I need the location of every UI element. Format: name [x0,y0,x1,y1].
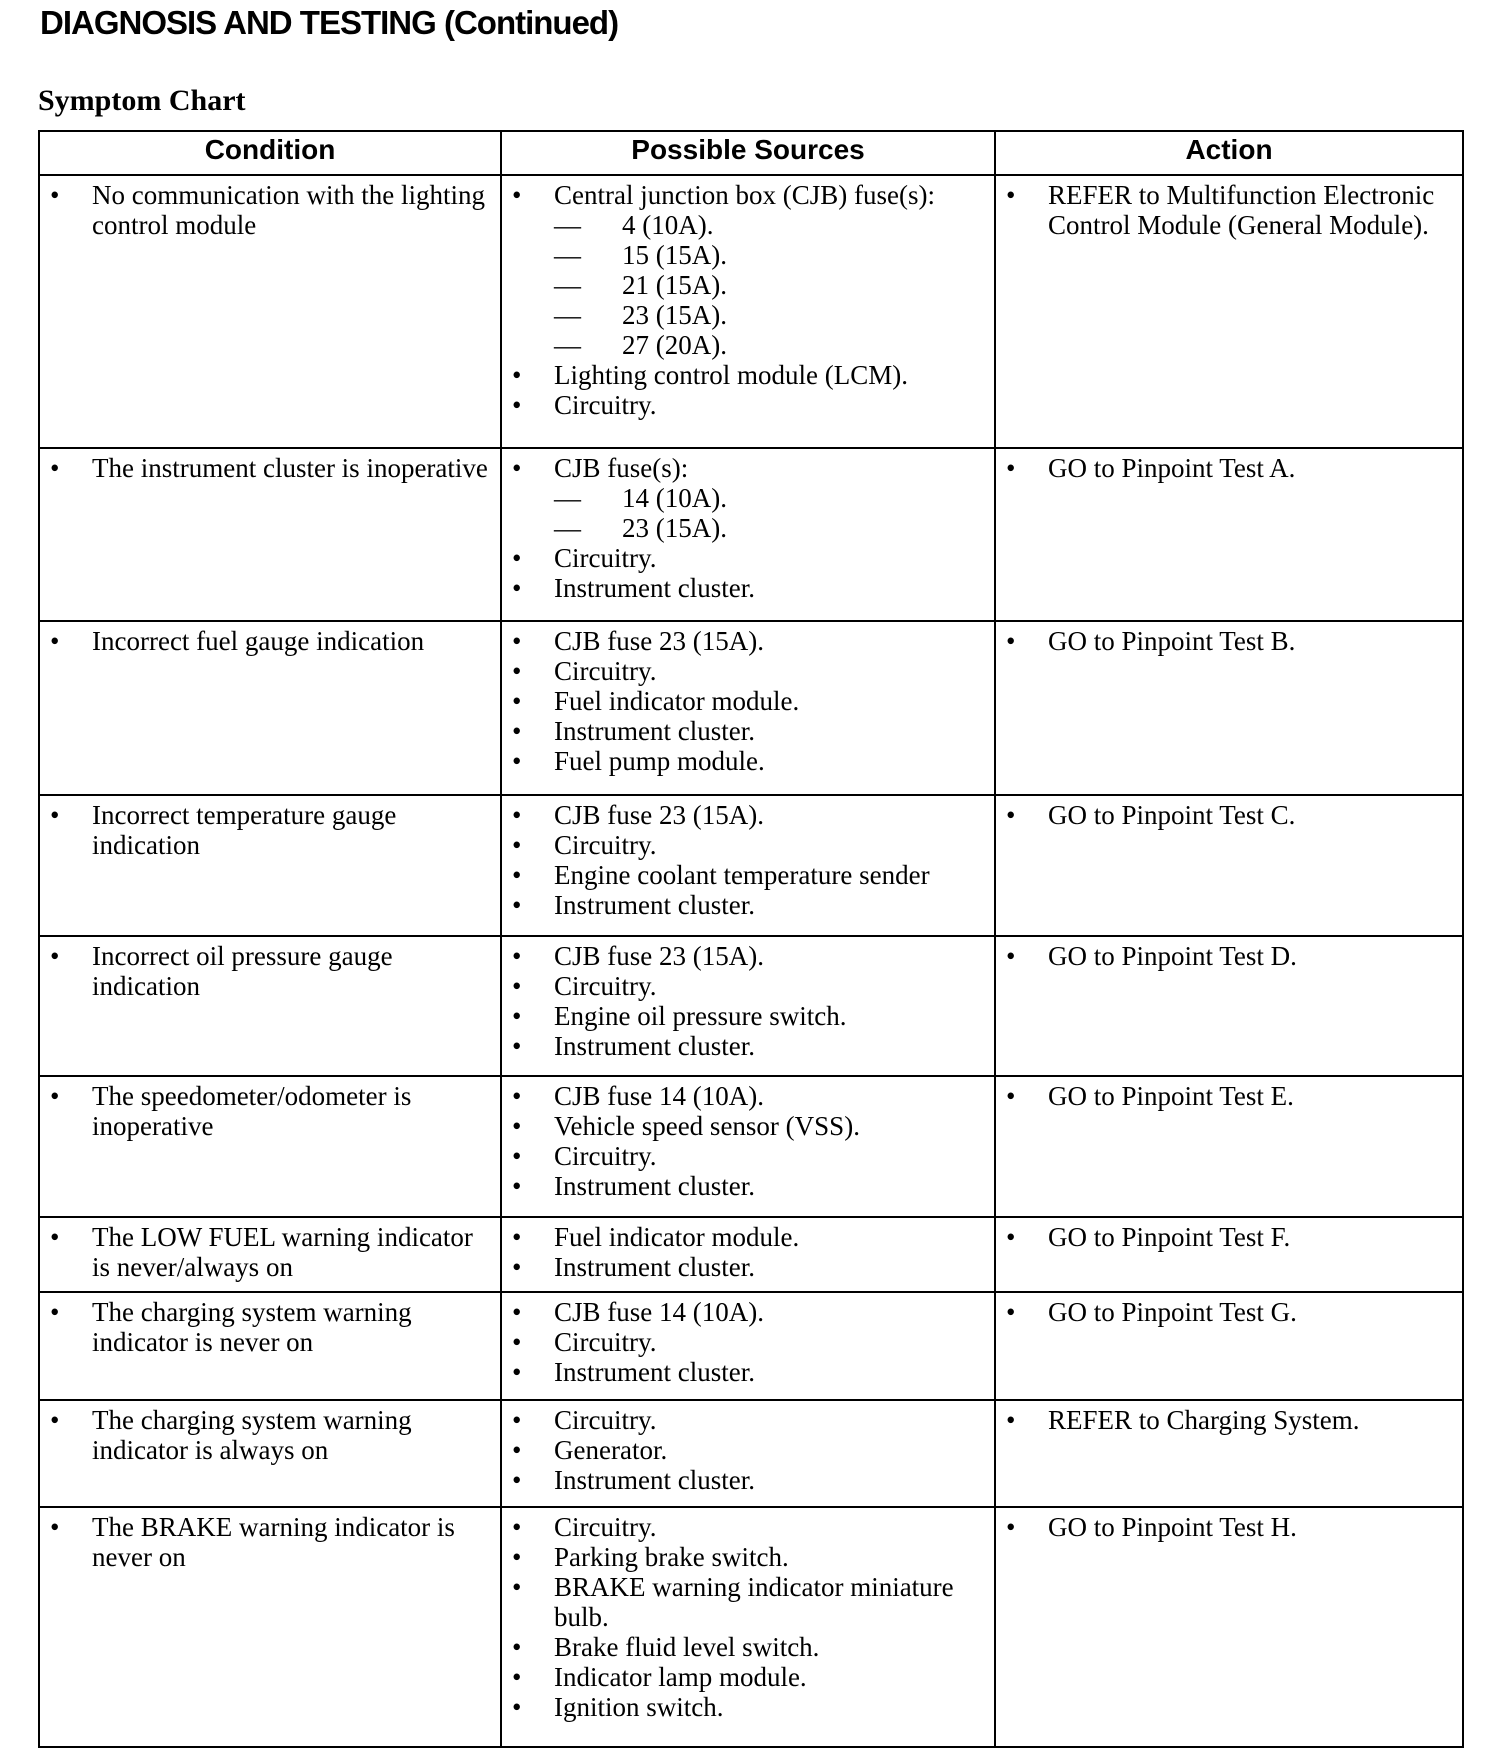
source-item: • Instrument cluster. [512,1171,988,1201]
condition-cell [39,1507,501,1747]
action-text: • GO to Pinpoint Test A. [1006,453,1456,483]
source-item: • Circuitry. [512,1512,988,1542]
source-item: • Circuitry. [512,830,988,860]
source-item: • Circuitry. [512,1141,988,1171]
action-text: • GO to Pinpoint Test D. [1006,941,1456,971]
source-item: • Engine coolant temperature sender [512,860,988,890]
source-subitem: — 23 (15A). [512,300,988,330]
table-row [39,1400,1463,1508]
symptom-chart-table [38,130,1464,1748]
source-item: • Parking brake switch. [512,1542,988,1572]
source-item: • Circuitry. [512,543,988,573]
possible-sources-cell [501,1217,995,1292]
condition-cell [39,795,501,936]
source-item: • Fuel indicator module. [512,1222,988,1252]
source-item: • Engine oil pressure switch. [512,1001,988,1031]
action-cell [995,621,1463,795]
condition-text: • Incorrect fuel gauge indication [50,626,494,656]
source-item: • Circuitry. [512,1405,988,1435]
table-row [39,1292,1463,1400]
table-row [39,936,1463,1077]
condition-text: • The speedometer/odometer is inoperative [50,1081,494,1141]
source-item: • Brake fluid level switch. [512,1632,988,1662]
table-row [39,175,1463,448]
action-text: • REFER to Multifunction Electronic Control Module (General Module). [1006,180,1456,240]
action-text: • GO to Pinpoint Test G. [1006,1297,1456,1327]
possible-sources-cell [501,621,995,795]
column-header-action: Action [995,131,1463,175]
condition-text: • Incorrect temperature gauge indication [50,800,494,860]
source-item: • Instrument cluster. [512,716,988,746]
page-heading: DIAGNOSIS AND TESTING (Continued) [40,4,619,41]
source-item: • Central junction box (CJB) fuse(s): [512,180,988,210]
condition-text: • The charging system warning indicator is never on [50,1297,494,1357]
condition-cell [39,1292,501,1400]
possible-sources-cell [501,1076,995,1217]
source-item: • CJB fuse 23 (15A). [512,941,988,971]
source-subitem: — 14 (10A). [512,483,988,513]
action-cell [995,1217,1463,1292]
source-item: • Fuel indicator module. [512,686,988,716]
possible-sources-cell [501,936,995,1077]
action-cell [995,1076,1463,1217]
source-item: • CJB fuse 23 (15A). [512,800,988,830]
source-item: • Instrument cluster. [512,1465,988,1495]
condition-cell [39,448,501,622]
condition-text: • No communication with the lighting control module [50,180,494,240]
action-text: • GO to Pinpoint Test F. [1006,1222,1456,1252]
condition-text: • The LOW FUEL warning indicator is never/always on [50,1222,494,1282]
source-item: • Circuitry. [512,971,988,1001]
action-cell [995,175,1463,448]
source-subitem: — 23 (15A). [512,513,988,543]
source-subitem: — 21 (15A). [512,270,988,300]
column-header-possible-sources: Possible Sources [501,131,995,175]
table-header-row [39,131,1463,175]
section-title: Symptom Chart [38,84,246,117]
action-cell [995,1400,1463,1508]
source-item: • Ignition switch. [512,1692,988,1722]
source-subitem: — 4 (10A). [512,210,988,240]
source-item: • Fuel pump module. [512,746,988,776]
source-item: • Instrument cluster. [512,890,988,920]
possible-sources-cell [501,795,995,936]
condition-text: • The charging system warning indicator is always on [50,1405,494,1465]
table-row [39,621,1463,795]
source-subitem: — 27 (20A). [512,330,988,360]
possible-sources-cell [501,1400,995,1508]
source-item: • Vehicle speed sensor (VSS). [512,1111,988,1141]
condition-text: • The instrument cluster is inoperative [50,453,494,483]
action-cell [995,1292,1463,1400]
condition-cell [39,1217,501,1292]
action-cell [995,795,1463,936]
source-item: • Indicator lamp module. [512,1662,988,1692]
source-item: • BRAKE warning indicator miniature bulb. [512,1572,988,1632]
source-item: • Instrument cluster. [512,1252,988,1282]
source-subitem: — 15 (15A). [512,240,988,270]
action-cell [995,936,1463,1077]
table-row [39,1507,1463,1747]
possible-sources-cell [501,175,995,448]
condition-cell [39,936,501,1077]
action-cell [995,1507,1463,1747]
possible-sources-cell [501,448,995,622]
action-text: • REFER to Charging System. [1006,1405,1456,1435]
condition-text: • The BRAKE warning indicator is never on [50,1512,494,1572]
table-row [39,1076,1463,1217]
table-row [39,1217,1463,1292]
source-item: • Generator. [512,1435,988,1465]
table-row [39,448,1463,622]
source-item: • Lighting control module (LCM). [512,360,988,390]
table-body [39,175,1463,1747]
condition-cell [39,175,501,448]
condition-text: • Incorrect oil pressure gauge indication [50,941,494,1001]
source-item: • CJB fuse(s): [512,453,988,483]
column-header-condition: Condition [39,131,501,175]
action-text: • GO to Pinpoint Test C. [1006,800,1456,830]
source-item: • CJB fuse 14 (10A). [512,1297,988,1327]
source-item: • CJB fuse 14 (10A). [512,1081,988,1111]
condition-cell [39,621,501,795]
action-text: • GO to Pinpoint Test H. [1006,1512,1456,1542]
source-item: • Circuitry. [512,390,988,420]
source-item: • Circuitry. [512,656,988,686]
source-item: • Instrument cluster. [512,1031,988,1061]
action-text: • GO to Pinpoint Test E. [1006,1081,1456,1111]
source-item: • Circuitry. [512,1327,988,1357]
condition-cell [39,1400,501,1508]
source-item: • Instrument cluster. [512,573,988,603]
source-item: • CJB fuse 23 (15A). [512,626,988,656]
source-item: • Instrument cluster. [512,1357,988,1387]
condition-cell [39,1076,501,1217]
action-cell [995,448,1463,622]
possible-sources-cell [501,1292,995,1400]
action-text: • GO to Pinpoint Test B. [1006,626,1456,656]
possible-sources-cell [501,1507,995,1747]
table-row [39,795,1463,936]
